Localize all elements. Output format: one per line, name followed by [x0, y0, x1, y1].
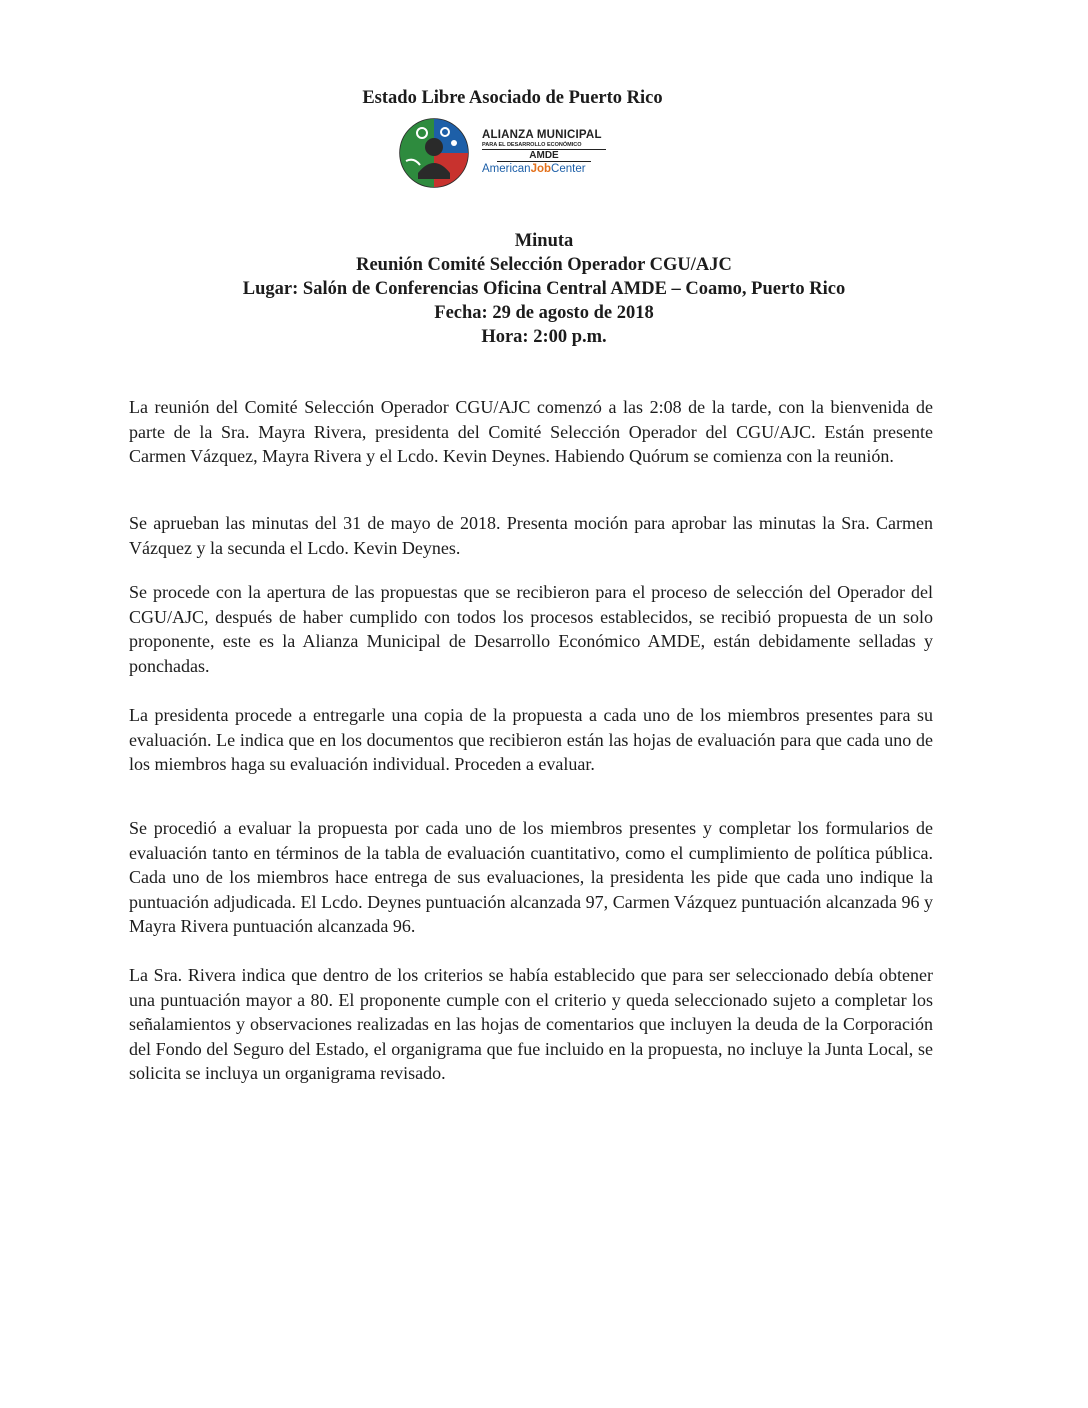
logo-line-american-job-center: [482, 162, 622, 176]
logo-american: American: [482, 163, 531, 175]
logo-text: [482, 129, 622, 176]
place-heading: Lugar: Salón de Conferencias Oficina Central AMDE – Coamo, Puerto Rico: [242, 279, 846, 299]
minutes-title-block: [0, 229, 1088, 349]
paragraph-proposals: Se procede con la apertura de las propuestas que se recibieron para el proceso de selección del Operador del CGU/AJC, después de haber cumplido con todos los procesos establecidos, se recibió propuesta de un solo proponente, este es la Alianza Municipal de Desarrollo Económico AMDE, están debidamente selladas y ponchadas.: [129, 582, 933, 676]
government-heading: Estado Libre Asociado de Puerto Rico: [362, 88, 663, 108]
logo-line-amde: AMDE: [497, 150, 591, 162]
paragraph-distribution: La presidenta procede a entregarle una copia de la propuesta a cada uno de los miembros presentes para su evaluación. Le indica que en los documentos que recibieron están las hojas de evaluación para que cada uno de los miembros haga su evaluación individual. Proceden a evaluar.: [129, 705, 933, 774]
logo-line-desarrollo: PARA EL DESARROLLO ECONÓMICO: [482, 142, 606, 150]
amde-globe-logo-icon: [398, 117, 470, 189]
paragraph-evaluation: Se procedió a evaluar la propuesta por cada uno de los miembros presentes y completar los formularios de evaluación tanto en términos de la tabla de evaluación cuantitativo, como el cumplimiento de política pública. Cada uno de los miembros hace entrega de sus evaluaciones, la presidenta les pide que cada uno indique la puntuación adjudicada. El Lcdo. Deynes puntuación alcanzada 97, Carmen Vázquez puntuación alcanzada 96 y Mayra Rivera puntuación alcanzada 96.: [129, 818, 933, 936]
meeting-heading: Reunión Comité Selección Operador CGU/AJC: [356, 255, 732, 275]
logo-job: Job: [530, 163, 552, 175]
time-heading: Hora: 2:00 p.m.: [481, 327, 607, 347]
paragraph-opening: La reunión del Comité Selección Operador CGU/AJC comenzó a las 2:08 de la tarde, con la bienvenida de parte de la Sra. Mayra Rivera, presidenta del Comité Selección Operador del CGU/AJC. Están presente Carmen Vázquez, Mayra Rivera y el Lcdo. Kevin Deynes. Habiendo Quórum se comienza con la reunión.: [129, 397, 933, 466]
logo-line-alianza: ALIANZA MUNICIPAL: [482, 129, 602, 141]
amde-logo: [398, 117, 618, 189]
doc-type-heading: Minuta: [514, 231, 574, 251]
paragraph-selection: La Sra. Rivera indica que dentro de los criterios se había establecido que para ser seleccionado debía obtener una puntuación mayor a 80. El proponente cumple con el criterio y queda seleccionado sujeto a completar los señalamientos y observaciones realizadas en las hojas de comentarios que incluyen la deuda de la Corporación del Fondo del Seguro del Estado, el organigrama que fue incluido en la propuesta, no incluye la Junta Local, se solicita se incluya un organigrama revisado.: [129, 965, 933, 1083]
logo-center: Center: [551, 163, 586, 175]
date-heading: Fecha: 29 de agosto de 2018: [434, 303, 654, 323]
paragraph-approval: Se aprueban las minutas del 31 de mayo de 2018. Presenta moción para aprobar las minutas la Sra. Carmen Vázquez y la secunda el Lcdo. Kevin Deynes.: [129, 513, 933, 558]
